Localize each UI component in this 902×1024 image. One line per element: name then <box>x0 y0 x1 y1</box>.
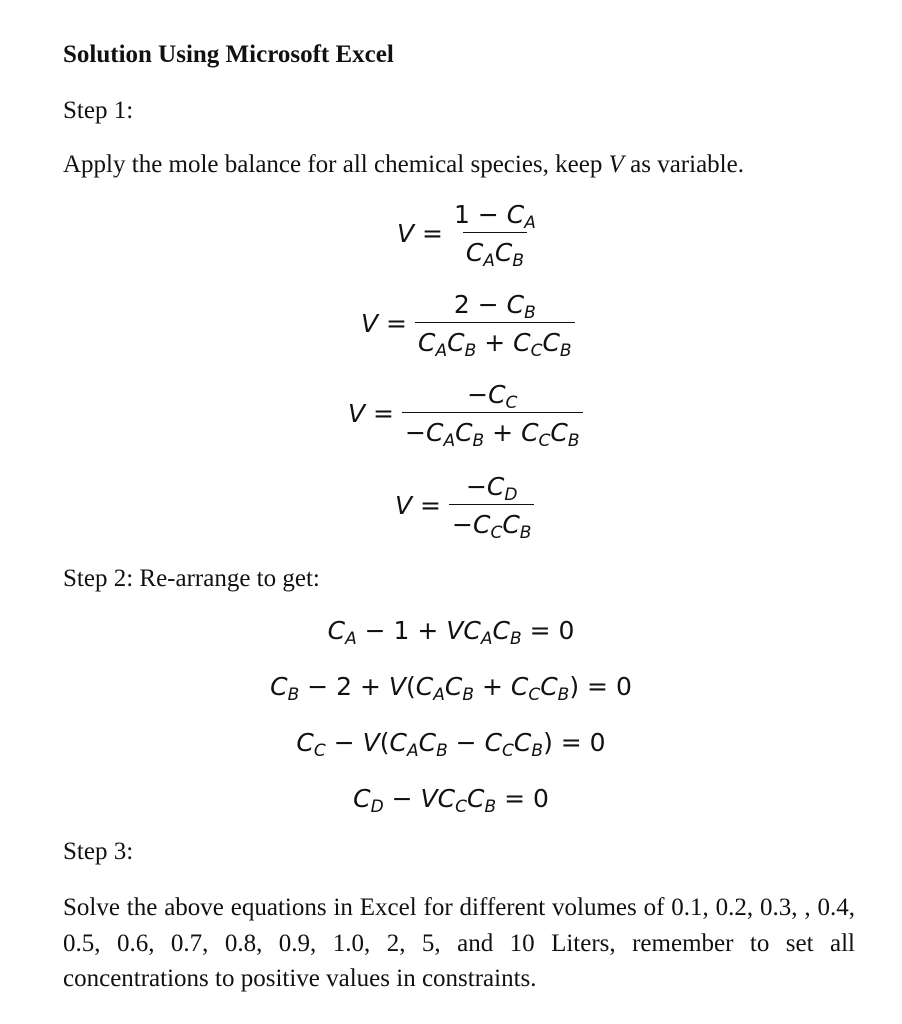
step1-instruction-variable: V <box>608 151 624 178</box>
step1-instruction-post: as variable. <box>623 151 744 178</box>
step3-instruction: Solve the above equations in Excel for different volumes of 0.1, 0.2, 0.3, , 0.4, 0.5, 0.6, 0.7, 0.8, 0.9, 1.0, 2, 5, and 10 Liters, remember to set all concentrations to positive values in constraints. <box>63 894 855 992</box>
rearranged-equation-b: $C_B - 2 + V(C_AC_B + C_CC_B) = 0$ <box>270 672 632 705</box>
mole-balance-equation-c: V = $\frac{-C_C}{-C_AC_B + C_CC_B}$ <box>348 380 583 447</box>
mole-balance-equation-d: V = $\frac{-C_D}{-C_CC_B}$ <box>395 472 534 539</box>
step1-label: Step 1: <box>63 97 134 124</box>
rearranged-equation-c: $C_C - V(C_AC_B - C_CC_B) = 0$ <box>296 728 606 761</box>
step2-label: Step 2: Re-arrange to get: <box>63 565 320 592</box>
step1-instruction-pre: Apply the mole balance for all chemical species, keep <box>63 151 609 178</box>
rearranged-equation-a: $C_A - 1 + VC_AC_B = 0$ <box>327 616 575 649</box>
mole-balance-equation-b: V = $\frac{2 - C_B}{C_AC_B + C_CC_B}$ <box>361 290 575 357</box>
mole-balance-equation-a: V = $\frac{1 - C_A}{C_AC_B}$ <box>397 200 536 271</box>
step1-instruction <box>63 148 744 182</box>
rearranged-equation-d: $C_D - VC_CC_B = 0$ <box>353 784 549 817</box>
step3-label: Step 3: <box>63 838 134 865</box>
page-title: Solution Using Microsoft Excel <box>63 41 394 68</box>
